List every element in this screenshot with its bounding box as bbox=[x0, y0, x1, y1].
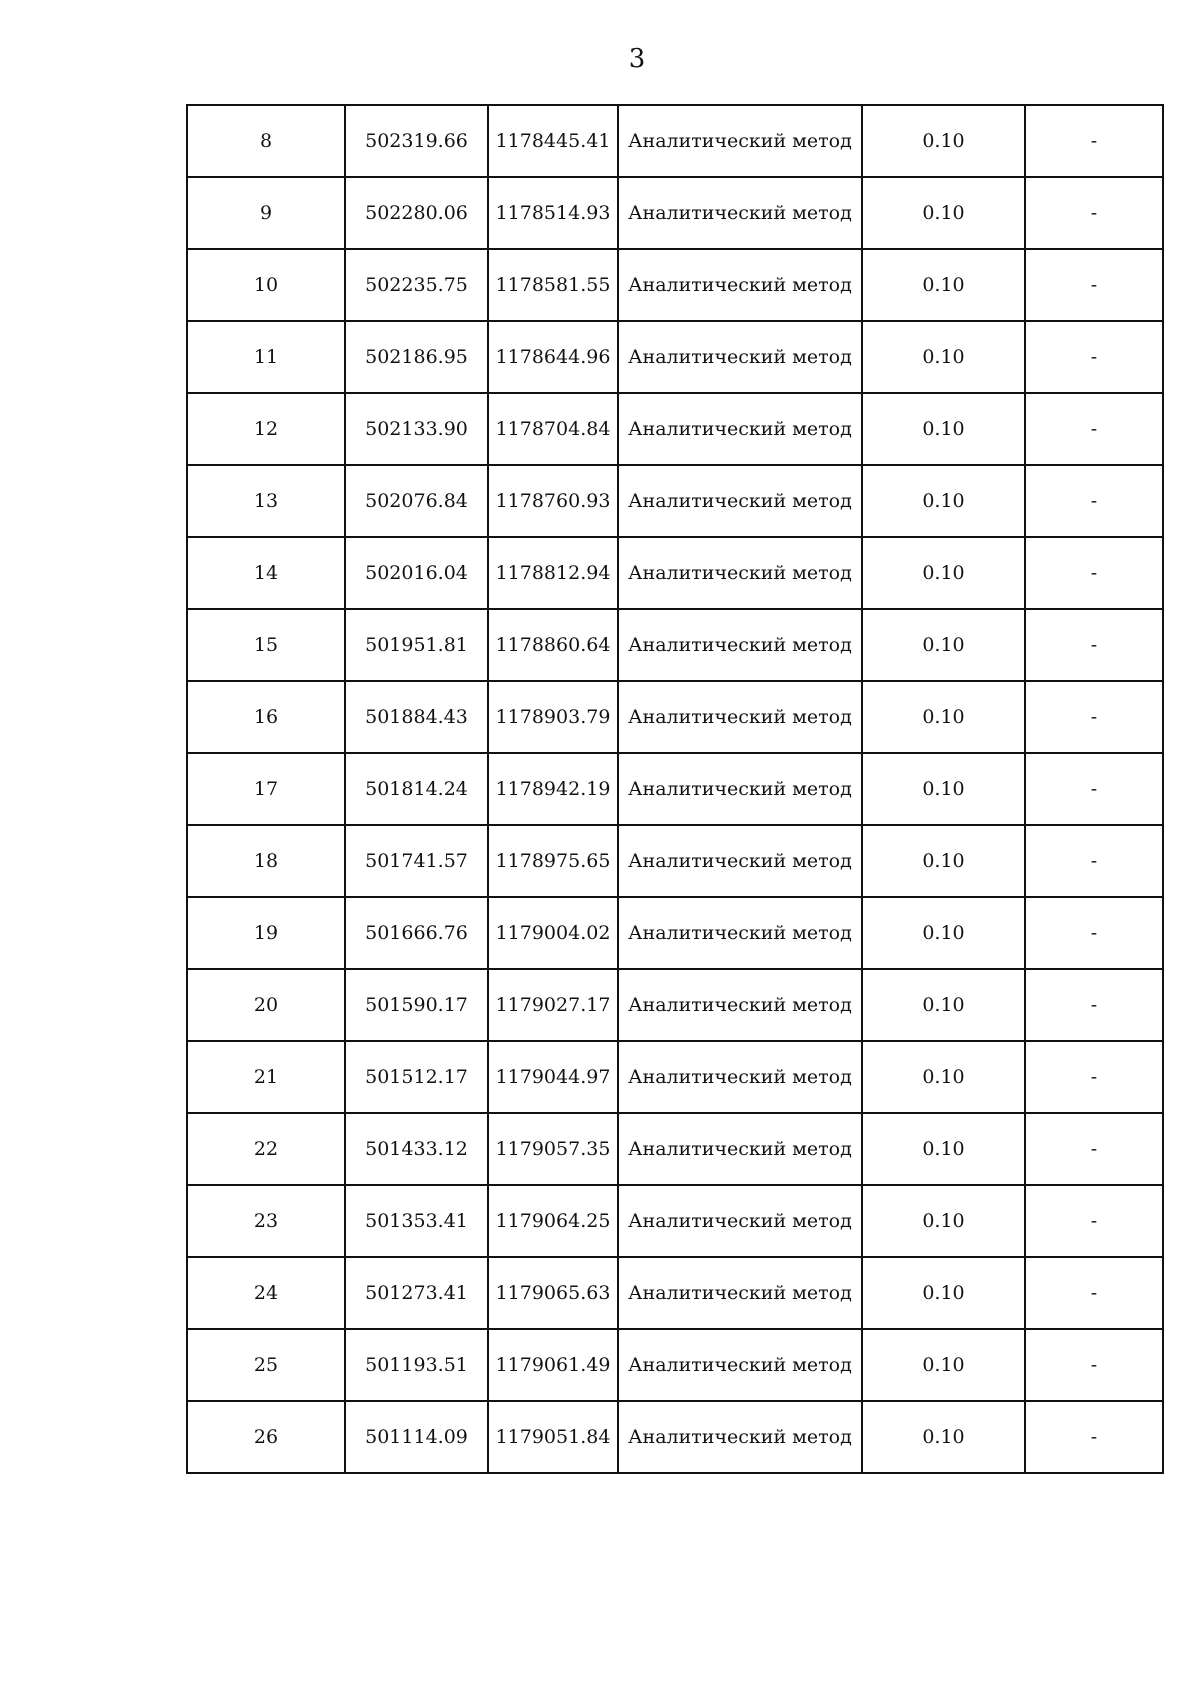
note-cell: - bbox=[1025, 249, 1163, 321]
accuracy-cell: 0.10 bbox=[862, 105, 1025, 177]
accuracy-cell: 0.10 bbox=[862, 753, 1025, 825]
method-cell: Аналитический метод bbox=[618, 1113, 862, 1185]
note-cell: - bbox=[1025, 1401, 1163, 1473]
coordinate-y-cell: 1178644.96 bbox=[488, 321, 618, 393]
accuracy-cell: 0.10 bbox=[862, 969, 1025, 1041]
table-row bbox=[187, 753, 1163, 825]
point-number-cell: 15 bbox=[187, 609, 345, 681]
method-cell: Аналитический метод bbox=[618, 105, 862, 177]
coordinate-x-cell: 501114.09 bbox=[345, 1401, 488, 1473]
coordinate-x-cell: 502016.04 bbox=[345, 537, 488, 609]
accuracy-cell: 0.10 bbox=[862, 1113, 1025, 1185]
coordinate-x-cell: 502076.84 bbox=[345, 465, 488, 537]
coordinate-x-cell: 501666.76 bbox=[345, 897, 488, 969]
coordinate-y-cell: 1178581.55 bbox=[488, 249, 618, 321]
coordinate-x-cell: 501951.81 bbox=[345, 609, 488, 681]
table-row bbox=[187, 177, 1163, 249]
method-cell: Аналитический метод bbox=[618, 609, 862, 681]
method-cell: Аналитический метод bbox=[618, 537, 862, 609]
point-number-cell: 13 bbox=[187, 465, 345, 537]
method-cell: Аналитический метод bbox=[618, 1401, 862, 1473]
table-row bbox=[187, 1185, 1163, 1257]
table-row bbox=[187, 1401, 1163, 1473]
point-number-cell: 12 bbox=[187, 393, 345, 465]
note-cell: - bbox=[1025, 465, 1163, 537]
note-cell: - bbox=[1025, 321, 1163, 393]
point-number-cell: 26 bbox=[187, 1401, 345, 1473]
note-cell: - bbox=[1025, 1257, 1163, 1329]
accuracy-cell: 0.10 bbox=[862, 1329, 1025, 1401]
table-row bbox=[187, 681, 1163, 753]
point-number-cell: 10 bbox=[187, 249, 345, 321]
accuracy-cell: 0.10 bbox=[862, 897, 1025, 969]
accuracy-cell: 0.10 bbox=[862, 609, 1025, 681]
coordinate-x-cell: 501512.17 bbox=[345, 1041, 488, 1113]
method-cell: Аналитический метод bbox=[618, 681, 862, 753]
coordinate-y-cell: 1178514.93 bbox=[488, 177, 618, 249]
accuracy-cell: 0.10 bbox=[862, 393, 1025, 465]
table-row bbox=[187, 393, 1163, 465]
coordinate-y-cell: 1179004.02 bbox=[488, 897, 618, 969]
point-number-cell: 20 bbox=[187, 969, 345, 1041]
point-number-cell: 8 bbox=[187, 105, 345, 177]
accuracy-cell: 0.10 bbox=[862, 1401, 1025, 1473]
coordinate-y-cell: 1178445.41 bbox=[488, 105, 618, 177]
table-row bbox=[187, 249, 1163, 321]
coordinate-y-cell: 1179057.35 bbox=[488, 1113, 618, 1185]
coordinate-y-cell: 1178760.93 bbox=[488, 465, 618, 537]
method-cell: Аналитический метод bbox=[618, 1041, 862, 1113]
point-number-cell: 23 bbox=[187, 1185, 345, 1257]
coordinate-y-cell: 1179044.97 bbox=[488, 1041, 618, 1113]
note-cell: - bbox=[1025, 609, 1163, 681]
accuracy-cell: 0.10 bbox=[862, 321, 1025, 393]
coordinate-x-cell: 502235.75 bbox=[345, 249, 488, 321]
coordinate-y-cell: 1179065.63 bbox=[488, 1257, 618, 1329]
table-row bbox=[187, 1113, 1163, 1185]
point-number-cell: 22 bbox=[187, 1113, 345, 1185]
table-row bbox=[187, 1041, 1163, 1113]
method-cell: Аналитический метод bbox=[618, 249, 862, 321]
coordinate-y-cell: 1178704.84 bbox=[488, 393, 618, 465]
coordinate-x-cell: 501193.51 bbox=[345, 1329, 488, 1401]
coordinate-x-cell: 501590.17 bbox=[345, 969, 488, 1041]
table-row bbox=[187, 321, 1163, 393]
accuracy-cell: 0.10 bbox=[862, 177, 1025, 249]
coordinate-x-cell: 502280.06 bbox=[345, 177, 488, 249]
method-cell: Аналитический метод bbox=[618, 825, 862, 897]
accuracy-cell: 0.10 bbox=[862, 537, 1025, 609]
method-cell: Аналитический метод bbox=[618, 177, 862, 249]
table-row bbox=[187, 609, 1163, 681]
accuracy-cell: 0.10 bbox=[862, 249, 1025, 321]
coordinate-y-cell: 1179027.17 bbox=[488, 969, 618, 1041]
coordinate-y-cell: 1179064.25 bbox=[488, 1185, 618, 1257]
note-cell: - bbox=[1025, 969, 1163, 1041]
table-row bbox=[187, 1257, 1163, 1329]
note-cell: - bbox=[1025, 1113, 1163, 1185]
note-cell: - bbox=[1025, 1185, 1163, 1257]
note-cell: - bbox=[1025, 1041, 1163, 1113]
page-number: 3 bbox=[628, 44, 646, 74]
coordinate-x-cell: 502319.66 bbox=[345, 105, 488, 177]
method-cell: Аналитический метод bbox=[618, 1257, 862, 1329]
coordinate-x-cell: 502186.95 bbox=[345, 321, 488, 393]
method-cell: Аналитический метод bbox=[618, 321, 862, 393]
table-row bbox=[187, 537, 1163, 609]
note-cell: - bbox=[1025, 825, 1163, 897]
coordinate-y-cell: 1179061.49 bbox=[488, 1329, 618, 1401]
accuracy-cell: 0.10 bbox=[862, 1185, 1025, 1257]
accuracy-cell: 0.10 bbox=[862, 1257, 1025, 1329]
accuracy-cell: 0.10 bbox=[862, 681, 1025, 753]
note-cell: - bbox=[1025, 753, 1163, 825]
point-number-cell: 24 bbox=[187, 1257, 345, 1329]
coordinate-x-cell: 501353.41 bbox=[345, 1185, 488, 1257]
note-cell: - bbox=[1025, 681, 1163, 753]
note-cell: - bbox=[1025, 105, 1163, 177]
coordinate-x-cell: 501433.12 bbox=[345, 1113, 488, 1185]
point-number-cell: 19 bbox=[187, 897, 345, 969]
table-row bbox=[187, 897, 1163, 969]
coordinate-x-cell: 501273.41 bbox=[345, 1257, 488, 1329]
point-number-cell: 16 bbox=[187, 681, 345, 753]
method-cell: Аналитический метод bbox=[618, 897, 862, 969]
coordinate-x-cell: 501884.43 bbox=[345, 681, 488, 753]
coordinate-x-cell: 501814.24 bbox=[345, 753, 488, 825]
table-row bbox=[187, 969, 1163, 1041]
coordinates-table-body bbox=[187, 105, 1163, 1473]
note-cell: - bbox=[1025, 897, 1163, 969]
point-number-cell: 14 bbox=[187, 537, 345, 609]
accuracy-cell: 0.10 bbox=[862, 1041, 1025, 1113]
method-cell: Аналитический метод bbox=[618, 1329, 862, 1401]
coordinate-x-cell: 502133.90 bbox=[345, 393, 488, 465]
note-cell: - bbox=[1025, 1329, 1163, 1401]
accuracy-cell: 0.10 bbox=[862, 825, 1025, 897]
accuracy-cell: 0.10 bbox=[862, 465, 1025, 537]
method-cell: Аналитический метод bbox=[618, 393, 862, 465]
coordinate-y-cell: 1179051.84 bbox=[488, 1401, 618, 1473]
point-number-cell: 21 bbox=[187, 1041, 345, 1113]
coordinate-y-cell: 1178860.64 bbox=[488, 609, 618, 681]
table-row bbox=[187, 825, 1163, 897]
coordinate-y-cell: 1178903.79 bbox=[488, 681, 618, 753]
point-number-cell: 11 bbox=[187, 321, 345, 393]
coordinate-y-cell: 1178975.65 bbox=[488, 825, 618, 897]
coordinate-x-cell: 501741.57 bbox=[345, 825, 488, 897]
method-cell: Аналитический метод bbox=[618, 1185, 862, 1257]
point-number-cell: 9 bbox=[187, 177, 345, 249]
table-row bbox=[187, 465, 1163, 537]
point-number-cell: 25 bbox=[187, 1329, 345, 1401]
coordinate-y-cell: 1178942.19 bbox=[488, 753, 618, 825]
coordinates-table bbox=[186, 104, 1164, 1474]
method-cell: Аналитический метод bbox=[618, 753, 862, 825]
note-cell: - bbox=[1025, 393, 1163, 465]
note-cell: - bbox=[1025, 537, 1163, 609]
table-row bbox=[187, 105, 1163, 177]
method-cell: Аналитический метод bbox=[618, 969, 862, 1041]
note-cell: - bbox=[1025, 177, 1163, 249]
table-row bbox=[187, 1329, 1163, 1401]
point-number-cell: 18 bbox=[187, 825, 345, 897]
coordinate-y-cell: 1178812.94 bbox=[488, 537, 618, 609]
method-cell: Аналитический метод bbox=[618, 465, 862, 537]
point-number-cell: 17 bbox=[187, 753, 345, 825]
